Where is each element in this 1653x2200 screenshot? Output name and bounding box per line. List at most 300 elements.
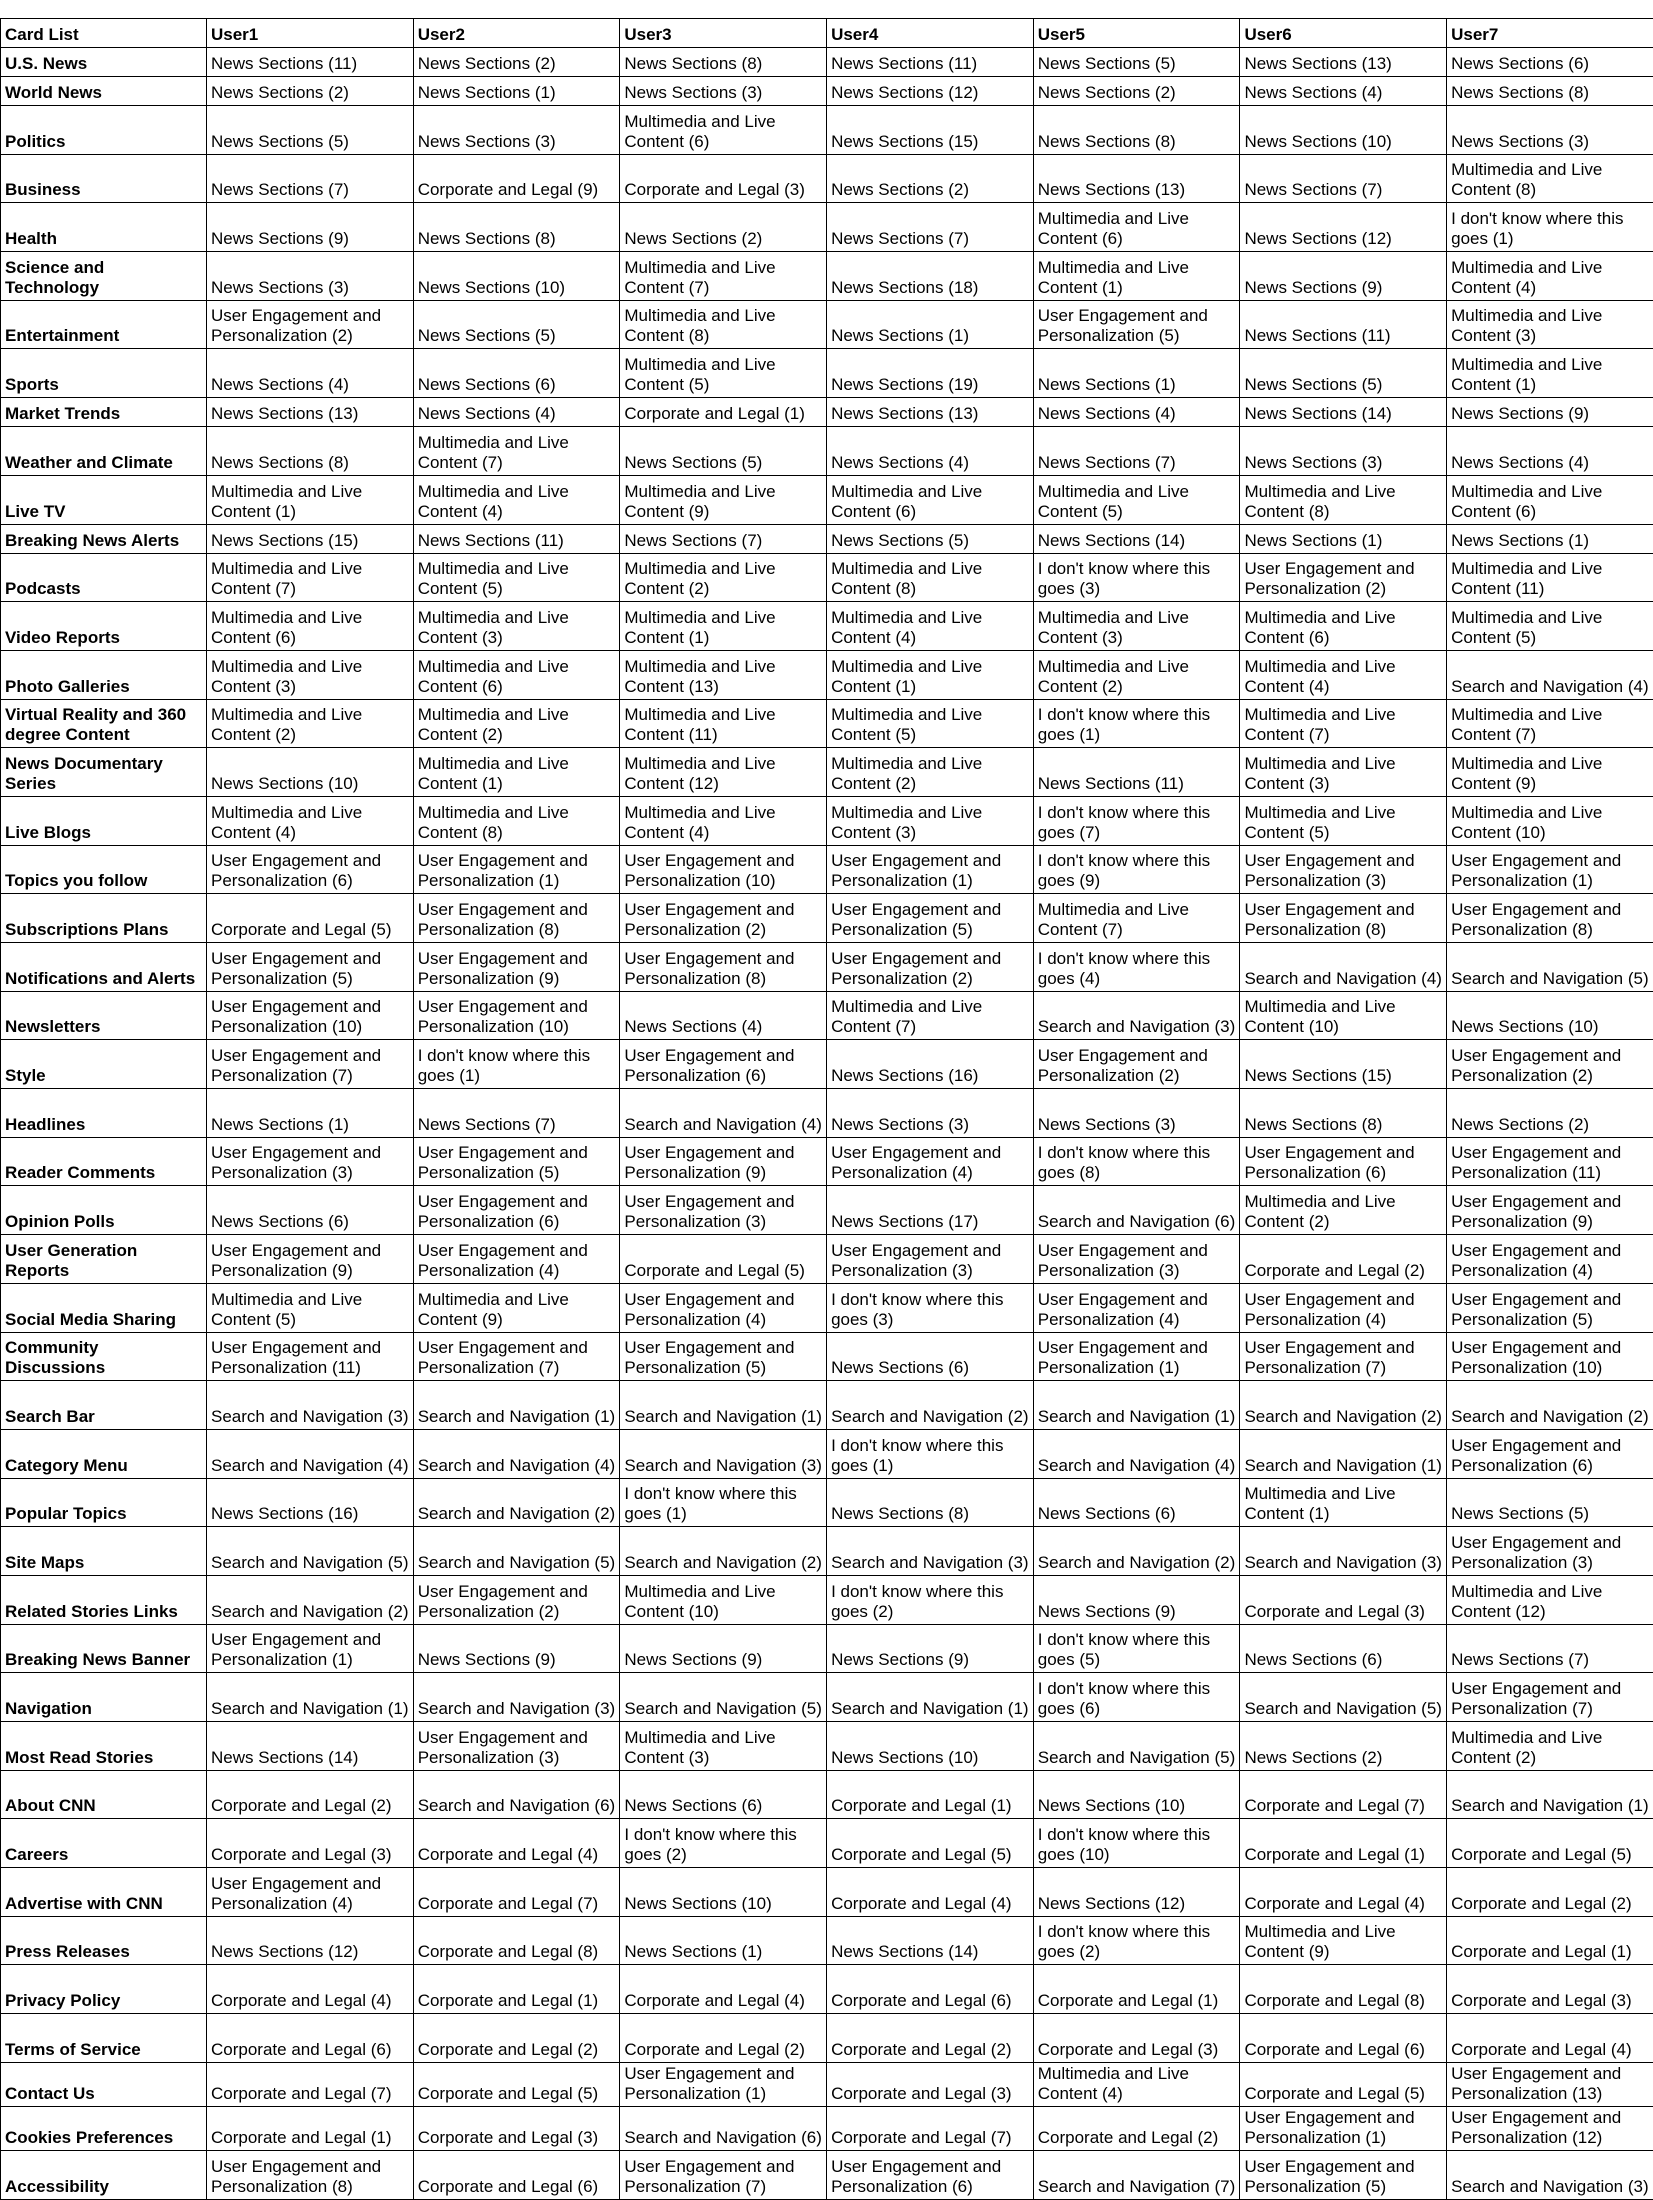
table-row [1, 1186, 1653, 1235]
category-cell-user2: News Sections (5) [413, 300, 620, 349]
category-cell-user5: Multimedia and Live Content (4) [1033, 2062, 1240, 2106]
card-name-cell: Social Media Sharing [1, 1283, 207, 1332]
category-cell-user3: User Engagement and Personalization (3) [620, 1186, 827, 1235]
category-cell-user2: Multimedia and Live Content (4) [413, 475, 620, 524]
card-name-cell: Photo Galleries [1, 650, 207, 699]
card-name-cell: Advertise with CNN [1, 1868, 207, 1917]
category-cell-user4: Multimedia and Live Content (6) [827, 475, 1034, 524]
category-cell-user5: I don't know where this goes (9) [1033, 845, 1240, 894]
category-cell-user1: News Sections (15) [207, 524, 414, 553]
category-cell-user3: I don't know where this goes (1) [620, 1478, 827, 1527]
category-cell-user5: Corporate and Legal (2) [1033, 2106, 1240, 2150]
category-cell-user2: Multimedia and Live Content (5) [413, 553, 620, 602]
card-name-cell: Privacy Policy [1, 1965, 207, 2014]
category-cell-user2: Search and Navigation (4) [413, 1429, 620, 1478]
category-cell-user3: News Sections (6) [620, 1770, 827, 1819]
category-cell-user7: User Engagement and Personalization (1) [1447, 845, 1653, 894]
table-row [1, 1916, 1653, 1965]
category-cell-user1: Corporate and Legal (6) [207, 2014, 414, 2063]
category-cell-user5: User Engagement and Personalization (1) [1033, 1332, 1240, 1381]
table-body [1, 48, 1653, 2200]
category-cell-user2: News Sections (2) [413, 48, 620, 77]
category-cell-user6: User Engagement and Personalization (6) [1240, 1137, 1447, 1186]
category-cell-user2: Search and Navigation (5) [413, 1527, 620, 1576]
card-sort-sheet [0, 18, 1653, 2200]
category-cell-user2: User Engagement and Personalization (6) [413, 1186, 620, 1235]
table-row [1, 991, 1653, 1040]
category-cell-user1: Search and Navigation (4) [207, 1429, 414, 1478]
category-cell-user7: Search and Navigation (3) [1447, 2150, 1653, 2199]
category-cell-user2: News Sections (6) [413, 349, 620, 398]
table-row [1, 1040, 1653, 1089]
category-cell-user7: News Sections (3) [1447, 106, 1653, 155]
category-cell-user1: News Sections (12) [207, 1916, 414, 1965]
category-cell-user5: Search and Navigation (7) [1033, 2150, 1240, 2199]
category-cell-user5: Multimedia and Live Content (6) [1033, 203, 1240, 252]
category-cell-user7: User Engagement and Personalization (10) [1447, 1332, 1653, 1381]
header-row [1, 19, 1653, 48]
category-cell-user4: Multimedia and Live Content (7) [827, 991, 1034, 1040]
table-row [1, 1235, 1653, 1284]
category-cell-user3: Multimedia and Live Content (10) [620, 1575, 827, 1624]
table-row [1, 1527, 1653, 1576]
category-cell-user3: Multimedia and Live Content (6) [620, 106, 827, 155]
category-cell-user7: Corporate and Legal (1) [1447, 1916, 1653, 1965]
category-cell-user5: Multimedia and Live Content (1) [1033, 252, 1240, 301]
category-cell-user3: Multimedia and Live Content (1) [620, 602, 827, 651]
category-cell-user5: Multimedia and Live Content (5) [1033, 475, 1240, 524]
table-row [1, 845, 1653, 894]
category-cell-user4: News Sections (2) [827, 154, 1034, 203]
table-row [1, 1965, 1653, 2014]
category-cell-user6: Multimedia and Live Content (8) [1240, 475, 1447, 524]
category-cell-user2: Multimedia and Live Content (6) [413, 650, 620, 699]
category-cell-user1: Multimedia and Live Content (6) [207, 602, 414, 651]
category-cell-user7: Search and Navigation (2) [1447, 1381, 1653, 1430]
category-cell-user7: News Sections (7) [1447, 1624, 1653, 1673]
category-cell-user3: Corporate and Legal (5) [620, 1235, 827, 1284]
card-name-cell: Newsletters [1, 991, 207, 1040]
category-cell-user6: Corporate and Legal (7) [1240, 1770, 1447, 1819]
category-cell-user3: User Engagement and Personalization (7) [620, 2150, 827, 2199]
category-cell-user7: User Engagement and Personalization (7) [1447, 1673, 1653, 1722]
card-name-cell: Popular Topics [1, 1478, 207, 1527]
table-row [1, 1137, 1653, 1186]
category-cell-user4: User Engagement and Personalization (3) [827, 1235, 1034, 1284]
category-cell-user1: Search and Navigation (2) [207, 1575, 414, 1624]
category-cell-user6: Multimedia and Live Content (2) [1240, 1186, 1447, 1235]
category-cell-user5: News Sections (2) [1033, 77, 1240, 106]
category-cell-user6: User Engagement and Personalization (3) [1240, 845, 1447, 894]
category-cell-user1: News Sections (3) [207, 252, 414, 301]
table-row [1, 650, 1653, 699]
category-cell-user3: User Engagement and Personalization (10) [620, 845, 827, 894]
category-cell-user4: Multimedia and Live Content (1) [827, 650, 1034, 699]
category-cell-user5: News Sections (14) [1033, 524, 1240, 553]
category-cell-user2: News Sections (1) [413, 77, 620, 106]
category-cell-user4: News Sections (8) [827, 1478, 1034, 1527]
card-name-cell: Market Trends [1, 398, 207, 427]
table-row [1, 1575, 1653, 1624]
card-name-cell: U.S. News [1, 48, 207, 77]
category-cell-user4: Multimedia and Live Content (3) [827, 796, 1034, 845]
category-cell-user4: News Sections (15) [827, 106, 1034, 155]
category-cell-user6: Multimedia and Live Content (4) [1240, 650, 1447, 699]
table-row [1, 1381, 1653, 1430]
category-cell-user1: News Sections (5) [207, 106, 414, 155]
category-cell-user4: News Sections (19) [827, 349, 1034, 398]
card-name-cell: About CNN [1, 1770, 207, 1819]
category-cell-user5: News Sections (9) [1033, 1575, 1240, 1624]
table-row [1, 1722, 1653, 1771]
category-cell-user1: User Engagement and Personalization (1) [207, 1624, 414, 1673]
category-cell-user5: I don't know where this goes (7) [1033, 796, 1240, 845]
category-cell-user1: User Engagement and Personalization (11) [207, 1332, 414, 1381]
table-row [1, 154, 1653, 203]
table-row [1, 427, 1653, 476]
category-cell-user1: Corporate and Legal (7) [207, 2062, 414, 2106]
category-cell-user5: News Sections (13) [1033, 154, 1240, 203]
category-cell-user5: I don't know where this goes (1) [1033, 699, 1240, 748]
table-row [1, 1478, 1653, 1527]
category-cell-user7: Multimedia and Live Content (2) [1447, 1722, 1653, 1771]
category-cell-user6: News Sections (13) [1240, 48, 1447, 77]
header-user3: User3 [620, 19, 827, 48]
category-cell-user4: User Engagement and Personalization (2) [827, 943, 1034, 992]
category-cell-user6: News Sections (15) [1240, 1040, 1447, 1089]
category-cell-user4: I don't know where this goes (3) [827, 1283, 1034, 1332]
category-cell-user2: User Engagement and Personalization (5) [413, 1137, 620, 1186]
category-cell-user5: News Sections (4) [1033, 398, 1240, 427]
table-row [1, 475, 1653, 524]
category-cell-user5: Multimedia and Live Content (7) [1033, 894, 1240, 943]
card-name-cell: Video Reports [1, 602, 207, 651]
category-cell-user3: Multimedia and Live Content (12) [620, 748, 827, 797]
category-cell-user1: Multimedia and Live Content (4) [207, 796, 414, 845]
category-cell-user5: Multimedia and Live Content (2) [1033, 650, 1240, 699]
card-name-cell: Notifications and Alerts [1, 943, 207, 992]
category-cell-user1: News Sections (6) [207, 1186, 414, 1235]
card-sort-table [0, 18, 1653, 2200]
card-name-cell: Navigation [1, 1673, 207, 1722]
category-cell-user2: User Engagement and Personalization (8) [413, 894, 620, 943]
table-row [1, 524, 1653, 553]
category-cell-user4: News Sections (7) [827, 203, 1034, 252]
card-name-cell: Careers [1, 1819, 207, 1868]
category-cell-user1: News Sections (4) [207, 349, 414, 398]
category-cell-user2: News Sections (10) [413, 252, 620, 301]
category-cell-user5: News Sections (10) [1033, 1770, 1240, 1819]
category-cell-user6: User Engagement and Personalization (8) [1240, 894, 1447, 943]
category-cell-user2: Multimedia and Live Content (1) [413, 748, 620, 797]
category-cell-user1: News Sections (11) [207, 48, 414, 77]
category-cell-user1: Search and Navigation (1) [207, 1673, 414, 1722]
category-cell-user7: News Sections (1) [1447, 524, 1653, 553]
category-cell-user4: Search and Navigation (3) [827, 1527, 1034, 1576]
category-cell-user1: User Engagement and Personalization (9) [207, 1235, 414, 1284]
category-cell-user4: User Engagement and Personalization (5) [827, 894, 1034, 943]
card-name-cell: User Generation Reports [1, 1235, 207, 1284]
category-cell-user6: Search and Navigation (5) [1240, 1673, 1447, 1722]
category-cell-user5: I don't know where this goes (3) [1033, 553, 1240, 602]
category-cell-user7: User Engagement and Personalization (12) [1447, 2106, 1653, 2150]
category-cell-user1: Corporate and Legal (4) [207, 1965, 414, 2014]
card-name-cell: News Documentary Series [1, 748, 207, 797]
category-cell-user6: Search and Navigation (1) [1240, 1429, 1447, 1478]
category-cell-user3: Multimedia and Live Content (5) [620, 349, 827, 398]
category-cell-user2: Corporate and Legal (9) [413, 154, 620, 203]
category-cell-user4: Multimedia and Live Content (2) [827, 748, 1034, 797]
category-cell-user2: Multimedia and Live Content (9) [413, 1283, 620, 1332]
category-cell-user6: Multimedia and Live Content (6) [1240, 602, 1447, 651]
category-cell-user1: News Sections (10) [207, 748, 414, 797]
table-row [1, 1868, 1653, 1917]
category-cell-user1: News Sections (1) [207, 1089, 414, 1138]
category-cell-user6: Multimedia and Live Content (10) [1240, 991, 1447, 1040]
card-name-cell: Terms of Service [1, 2014, 207, 2063]
category-cell-user6: Multimedia and Live Content (5) [1240, 796, 1447, 845]
card-name-cell: Related Stories Links [1, 1575, 207, 1624]
category-cell-user7: Multimedia and Live Content (9) [1447, 748, 1653, 797]
category-cell-user5: I don't know where this goes (8) [1033, 1137, 1240, 1186]
category-cell-user4: Multimedia and Live Content (8) [827, 553, 1034, 602]
category-cell-user2: Corporate and Legal (2) [413, 2014, 620, 2063]
category-cell-user3: Corporate and Legal (3) [620, 154, 827, 203]
category-cell-user2: I don't know where this goes (1) [413, 1040, 620, 1089]
header-user1: User1 [207, 19, 414, 48]
category-cell-user6: Search and Navigation (3) [1240, 1527, 1447, 1576]
category-cell-user7: User Engagement and Personalization (9) [1447, 1186, 1653, 1235]
category-cell-user4: Search and Navigation (2) [827, 1381, 1034, 1430]
category-cell-user4: News Sections (1) [827, 300, 1034, 349]
category-cell-user1: News Sections (2) [207, 77, 414, 106]
category-cell-user6: News Sections (7) [1240, 154, 1447, 203]
category-cell-user6: News Sections (10) [1240, 106, 1447, 155]
category-cell-user7: News Sections (5) [1447, 1478, 1653, 1527]
category-cell-user3: Search and Navigation (2) [620, 1527, 827, 1576]
table-row [1, 203, 1653, 252]
category-cell-user7: News Sections (6) [1447, 48, 1653, 77]
category-cell-user3: News Sections (5) [620, 427, 827, 476]
category-cell-user1: User Engagement and Personalization (2) [207, 300, 414, 349]
card-name-cell: Virtual Reality and 360 degree Content [1, 699, 207, 748]
category-cell-user7: User Engagement and Personalization (13) [1447, 2062, 1653, 2106]
category-cell-user7: Multimedia and Live Content (7) [1447, 699, 1653, 748]
category-cell-user2: News Sections (9) [413, 1624, 620, 1673]
category-cell-user7: Multimedia and Live Content (10) [1447, 796, 1653, 845]
table-row [1, 796, 1653, 845]
category-cell-user4: News Sections (3) [827, 1089, 1034, 1138]
category-cell-user5: Search and Navigation (2) [1033, 1527, 1240, 1576]
card-name-cell: Podcasts [1, 553, 207, 602]
category-cell-user4: User Engagement and Personalization (1) [827, 845, 1034, 894]
table-row [1, 252, 1653, 301]
category-cell-user7: Search and Navigation (4) [1447, 650, 1653, 699]
category-cell-user1: News Sections (9) [207, 203, 414, 252]
table-row [1, 1332, 1653, 1381]
category-cell-user6: Multimedia and Live Content (1) [1240, 1478, 1447, 1527]
category-cell-user1: User Engagement and Personalization (5) [207, 943, 414, 992]
category-cell-user1: News Sections (7) [207, 154, 414, 203]
card-name-cell: Reader Comments [1, 1137, 207, 1186]
category-cell-user1: Multimedia and Live Content (2) [207, 699, 414, 748]
header-user4: User4 [827, 19, 1034, 48]
card-name-cell: Opinion Polls [1, 1186, 207, 1235]
category-cell-user3: Multimedia and Live Content (4) [620, 796, 827, 845]
category-cell-user3: Search and Navigation (6) [620, 2106, 827, 2150]
card-name-cell: Entertainment [1, 300, 207, 349]
header-user5: User5 [1033, 19, 1240, 48]
table-row [1, 106, 1653, 155]
category-cell-user5: News Sections (11) [1033, 748, 1240, 797]
category-cell-user7: User Engagement and Personalization (11) [1447, 1137, 1653, 1186]
category-cell-user5: User Engagement and Personalization (4) [1033, 1283, 1240, 1332]
table-row [1, 398, 1653, 427]
category-cell-user3: Multimedia and Live Content (2) [620, 553, 827, 602]
category-cell-user6: Corporate and Legal (1) [1240, 1819, 1447, 1868]
category-cell-user5: User Engagement and Personalization (2) [1033, 1040, 1240, 1089]
category-cell-user3: User Engagement and Personalization (5) [620, 1332, 827, 1381]
category-cell-user6: News Sections (1) [1240, 524, 1447, 553]
category-cell-user7: Multimedia and Live Content (5) [1447, 602, 1653, 651]
category-cell-user6: Corporate and Legal (2) [1240, 1235, 1447, 1284]
category-cell-user4: News Sections (12) [827, 77, 1034, 106]
category-cell-user6: User Engagement and Personalization (7) [1240, 1332, 1447, 1381]
category-cell-user2: User Engagement and Personalization (1) [413, 845, 620, 894]
category-cell-user6: User Engagement and Personalization (4) [1240, 1283, 1447, 1332]
category-cell-user1: User Engagement and Personalization (4) [207, 1868, 414, 1917]
category-cell-user2: User Engagement and Personalization (7) [413, 1332, 620, 1381]
category-cell-user4: Multimedia and Live Content (5) [827, 699, 1034, 748]
category-cell-user6: User Engagement and Personalization (1) [1240, 2106, 1447, 2150]
category-cell-user7: I don't know where this goes (1) [1447, 203, 1653, 252]
category-cell-user6: News Sections (12) [1240, 203, 1447, 252]
table-row [1, 1089, 1653, 1138]
category-cell-user3: Corporate and Legal (4) [620, 1965, 827, 2014]
header-user7: User7 [1447, 19, 1653, 48]
category-cell-user4: Corporate and Legal (5) [827, 1819, 1034, 1868]
category-cell-user6: Corporate and Legal (5) [1240, 2062, 1447, 2106]
category-cell-user2: Corporate and Legal (1) [413, 1965, 620, 2014]
category-cell-user2: News Sections (11) [413, 524, 620, 553]
category-cell-user4: Corporate and Legal (6) [827, 1965, 1034, 2014]
category-cell-user7: Corporate and Legal (3) [1447, 1965, 1653, 2014]
category-cell-user4: Corporate and Legal (3) [827, 2062, 1034, 2106]
header-user6: User6 [1240, 19, 1447, 48]
category-cell-user2: News Sections (7) [413, 1089, 620, 1138]
category-cell-user4: News Sections (14) [827, 1916, 1034, 1965]
category-cell-user7: User Engagement and Personalization (5) [1447, 1283, 1653, 1332]
category-cell-user6: Search and Navigation (4) [1240, 943, 1447, 992]
category-cell-user3: Multimedia and Live Content (3) [620, 1722, 827, 1771]
table-row [1, 77, 1653, 106]
category-cell-user6: News Sections (4) [1240, 77, 1447, 106]
category-cell-user4: Corporate and Legal (7) [827, 2106, 1034, 2150]
category-cell-user6: User Engagement and Personalization (2) [1240, 553, 1447, 602]
category-cell-user4: News Sections (10) [827, 1722, 1034, 1771]
card-name-cell: Science and Technology [1, 252, 207, 301]
category-cell-user5: I don't know where this goes (2) [1033, 1916, 1240, 1965]
category-cell-user2: Corporate and Legal (3) [413, 2106, 620, 2150]
category-cell-user5: News Sections (5) [1033, 48, 1240, 77]
category-cell-user7: User Engagement and Personalization (8) [1447, 894, 1653, 943]
category-cell-user6: News Sections (11) [1240, 300, 1447, 349]
category-cell-user3: User Engagement and Personalization (4) [620, 1283, 827, 1332]
category-cell-user3: News Sections (3) [620, 77, 827, 106]
category-cell-user2: Multimedia and Live Content (2) [413, 699, 620, 748]
category-cell-user4: News Sections (16) [827, 1040, 1034, 1089]
category-cell-user3: Corporate and Legal (2) [620, 2014, 827, 2063]
category-cell-user3: News Sections (2) [620, 203, 827, 252]
category-cell-user4: News Sections (17) [827, 1186, 1034, 1235]
category-cell-user7: Multimedia and Live Content (4) [1447, 252, 1653, 301]
category-cell-user7: User Engagement and Personalization (2) [1447, 1040, 1653, 1089]
category-cell-user3: Search and Navigation (3) [620, 1429, 827, 1478]
table-row [1, 2106, 1653, 2150]
category-cell-user2: Multimedia and Live Content (3) [413, 602, 620, 651]
category-cell-user7: Multimedia and Live Content (1) [1447, 349, 1653, 398]
category-cell-user4: I don't know where this goes (1) [827, 1429, 1034, 1478]
category-cell-user7: Multimedia and Live Content (6) [1447, 475, 1653, 524]
header-card-list: Card List [1, 19, 207, 48]
category-cell-user4: User Engagement and Personalization (4) [827, 1137, 1034, 1186]
category-cell-user2: Search and Navigation (1) [413, 1381, 620, 1430]
category-cell-user2: User Engagement and Personalization (2) [413, 1575, 620, 1624]
category-cell-user5: Search and Navigation (4) [1033, 1429, 1240, 1478]
card-name-cell: World News [1, 77, 207, 106]
category-cell-user2: User Engagement and Personalization (10) [413, 991, 620, 1040]
table-row [1, 349, 1653, 398]
category-cell-user6: User Engagement and Personalization (5) [1240, 2150, 1447, 2199]
category-cell-user2: News Sections (8) [413, 203, 620, 252]
category-cell-user6: Multimedia and Live Content (3) [1240, 748, 1447, 797]
table-row [1, 1624, 1653, 1673]
category-cell-user1: User Engagement and Personalization (10) [207, 991, 414, 1040]
category-cell-user6: Corporate and Legal (8) [1240, 1965, 1447, 2014]
category-cell-user6: News Sections (3) [1240, 427, 1447, 476]
table-row [1, 300, 1653, 349]
category-cell-user1: User Engagement and Personalization (8) [207, 2150, 414, 2199]
category-cell-user7: Multimedia and Live Content (11) [1447, 553, 1653, 602]
card-name-cell: Business [1, 154, 207, 203]
category-cell-user7: News Sections (9) [1447, 398, 1653, 427]
category-cell-user5: Search and Navigation (1) [1033, 1381, 1240, 1430]
category-cell-user5: Search and Navigation (6) [1033, 1186, 1240, 1235]
category-cell-user2: Corporate and Legal (4) [413, 1819, 620, 1868]
card-name-cell: Most Read Stories [1, 1722, 207, 1771]
table-row [1, 2014, 1653, 2063]
category-cell-user3: Search and Navigation (1) [620, 1381, 827, 1430]
category-cell-user6: News Sections (2) [1240, 1722, 1447, 1771]
category-cell-user7: Search and Navigation (5) [1447, 943, 1653, 992]
table-row [1, 2150, 1653, 2199]
category-cell-user2: Search and Navigation (6) [413, 1770, 620, 1819]
category-cell-user5: News Sections (6) [1033, 1478, 1240, 1527]
category-cell-user4: News Sections (9) [827, 1624, 1034, 1673]
category-cell-user1: Multimedia and Live Content (3) [207, 650, 414, 699]
category-cell-user5: Search and Navigation (3) [1033, 991, 1240, 1040]
category-cell-user3: Corporate and Legal (1) [620, 398, 827, 427]
category-cell-user1: User Engagement and Personalization (3) [207, 1137, 414, 1186]
table-row [1, 1283, 1653, 1332]
category-cell-user6: News Sections (14) [1240, 398, 1447, 427]
table-row [1, 2062, 1653, 2106]
card-name-cell: Sports [1, 349, 207, 398]
category-cell-user4: News Sections (11) [827, 48, 1034, 77]
category-cell-user5: User Engagement and Personalization (5) [1033, 300, 1240, 349]
category-cell-user7: Multimedia and Live Content (8) [1447, 154, 1653, 203]
category-cell-user5: I don't know where this goes (5) [1033, 1624, 1240, 1673]
